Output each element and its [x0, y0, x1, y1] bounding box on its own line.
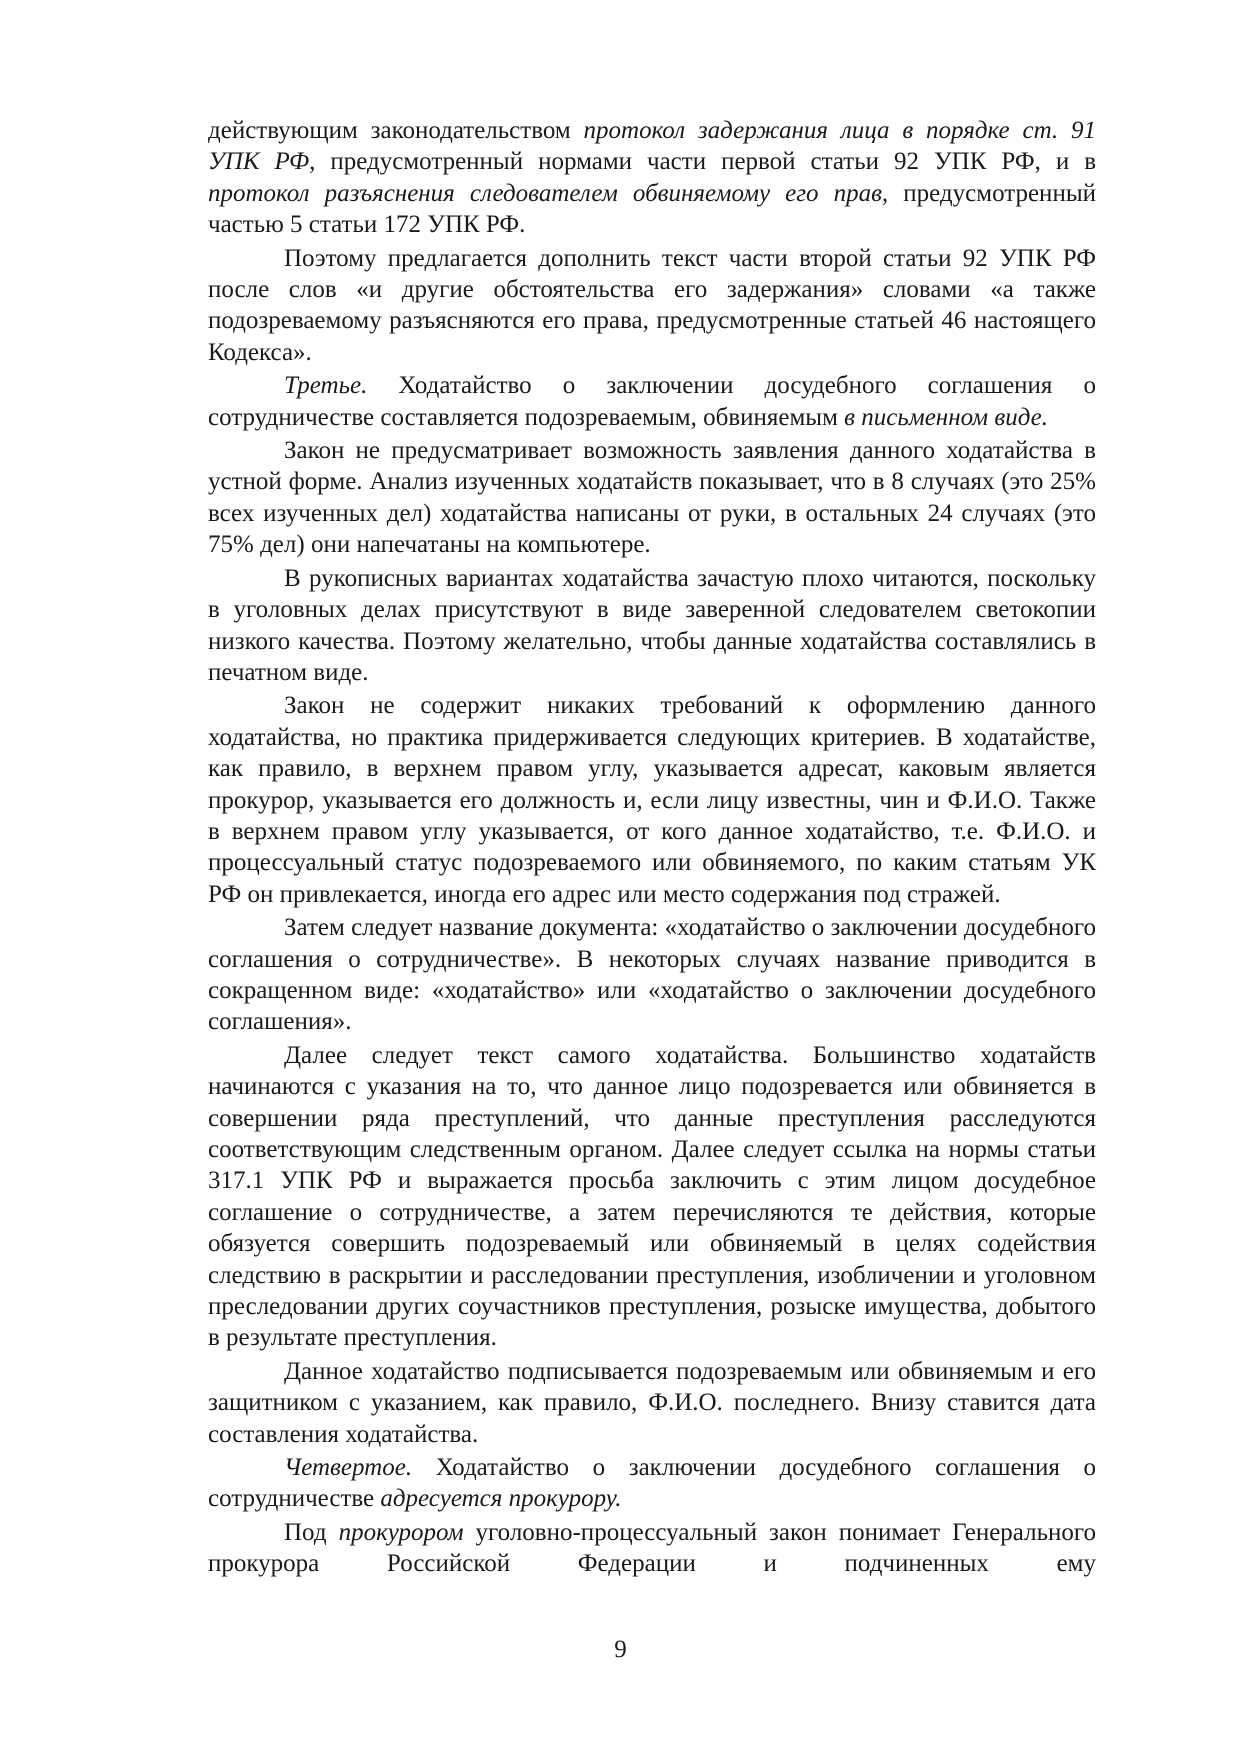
paragraph	[208, 563, 1096, 689]
text-run: Закон не предусматривает возможность заявления данного ходатайства в устной форме. Анализ изученных ходатайств показывает, что в 8 случаях (это 25% всех изученных дел) ходатайства написаны от руки, в остальных 24 случаях (это 75% дел) они напечатаны на компьютере.	[208, 437, 1096, 559]
paragraph	[208, 243, 1096, 369]
text-run: Под	[284, 1518, 339, 1546]
paragraph	[208, 690, 1096, 910]
italic-text-run: протокол разъяснения следователем обвиняемому его прав,	[208, 179, 889, 207]
paragraph	[208, 1356, 1096, 1450]
text-run: уголовно-процессуальный закон понимает Генерального прокурора Российской Федерации и подчиненных ему	[208, 1518, 1097, 1578]
italic-text-run: протокол задержания лица в порядке ст. 91 УПК РФ	[208, 117, 1096, 176]
italic-text-run: в письменном виде.	[844, 403, 1049, 431]
italic-text-run: Третье.	[284, 372, 368, 400]
text-run: В рукописных вариантах ходатайства зачастую плохо читаются, поскольку в уголовных делах присутствуют в виде заверенной следователем светокопии низкого качества. Поэтому желательно, чтобы данные ходатайства составлялись в печатном виде.	[208, 564, 1096, 686]
italic-text-run: адресуется прокурору.	[380, 1485, 622, 1513]
text-run: Ходатайство о заключении досудебного соглашения о сотрудничестве	[208, 1454, 1096, 1513]
page-number: 9	[614, 1636, 627, 1663]
text-run: Ходатайство о заключении досудебного соглашения о сотрудничестве составляется подозреваемым, обвиняемым	[208, 372, 1096, 431]
text-run: Данное ходатайство подписывается подозреваемым или обвиняемым и его защитником с указанием, как правило, Ф.И.О. последнего. Внизу ставится дата составления ходатайства.	[208, 1357, 1096, 1448]
paragraph	[208, 1517, 1096, 1580]
paragraph	[208, 1452, 1096, 1515]
text-run: Закон не содержит никаких требований к оформлению данного ходатайства, но практика придерживается следующих критериев. В ходатайстве, как правило, в верхнем правом углу, указывается адресат, каковым является прокурор, указывается его должность и, если лицу известны, чин и Ф.И.О. Также в верхнем правом углу указывается, от кого данное ходатайство, т.е. Ф.И.О. и процессуальный статус подозреваемого или обвиняемого, по каким статьям УК РФ он привлекается, иногда его адрес или место содержания под стражей.	[208, 692, 1096, 908]
text-run: , предусмотренный нормами части первой статьи 92 УПК РФ, и в	[309, 148, 1096, 176]
paragraph	[208, 912, 1096, 1038]
paragraph	[208, 1040, 1096, 1354]
text-run: Затем следует название документа: «ходатайство о заключении досудебного соглашения о сотрудничестве». В некоторых случаях название приводится в сокращенном виде: «ходатайство» или «ходатайство о заключении досудебного соглашения».	[208, 914, 1096, 1036]
document-body	[208, 115, 1096, 1580]
paragraph	[208, 370, 1096, 433]
text-run: предусмотренный частью 5 статьи 172 УПК РФ.	[208, 179, 1096, 239]
italic-text-run: Четвертое.	[284, 1454, 413, 1482]
text-run: Поэтому предлагается дополнить текст части второй статьи 92 УПК РФ после слов «и другие обстоятельства его задержания» словами «а также подозреваемому разъясняются его права, предусмотренные статьей 46 настоящего Кодекса».	[208, 244, 1096, 366]
paragraph	[208, 115, 1096, 241]
paragraph	[208, 435, 1096, 561]
text-run: Далее следует текст самого ходатайства. Большинство ходатайств начинаются с указания на то, что данное лицо подозревается или обвиняется в совершении ряда преступлений, что данные преступления расследуются соответствующим следственным органом. Далее следует ссылка на нормы статьи 317.1 УПК РФ и выражается просьба заключить с этим лицом досудебное соглашение о сотрудничестве, а затем перечисляются те действия, которые обязуется совершить подозреваемый или обвиняемый в целях содействия следствию в раскрытии и расследовании преступления, изобличении и уголовном преследовании других соучастников преступления, розыске имущества, добытого в результате преступления.	[208, 1041, 1096, 1352]
italic-text-run: прокурором	[338, 1518, 464, 1546]
text-run: действующим законодательством	[208, 117, 584, 144]
